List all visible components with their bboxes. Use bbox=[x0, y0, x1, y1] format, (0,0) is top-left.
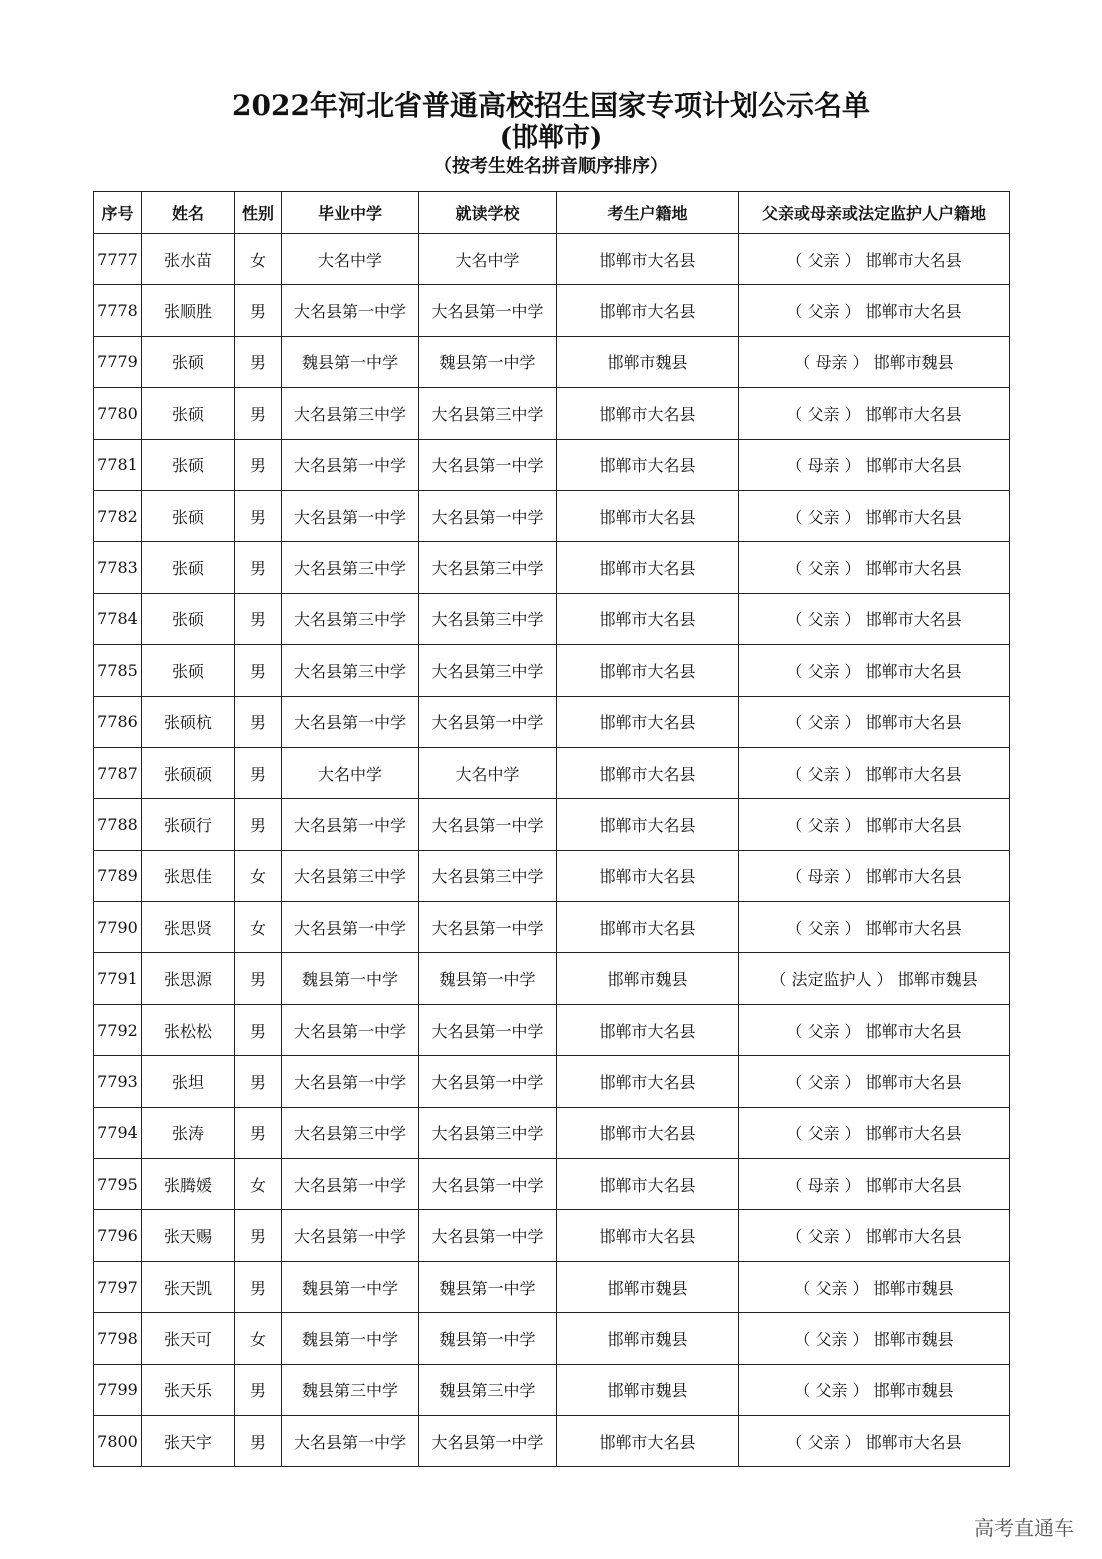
cell-current-school: 大名县第一中学 bbox=[419, 1415, 557, 1466]
table-row bbox=[94, 645, 1010, 696]
table-row bbox=[94, 799, 1010, 850]
cell-name: 张思贤 bbox=[142, 902, 235, 953]
document-subtitle: (邯郸市) bbox=[499, 123, 603, 153]
cell-name: 张坦 bbox=[142, 1056, 235, 1107]
admission-roster-table bbox=[93, 191, 1010, 1467]
cell-student-household: 邯郸市大名县 bbox=[557, 1056, 739, 1107]
cell-student-household: 邯郸市魏县 bbox=[557, 1261, 739, 1312]
cell-gender: 男 bbox=[235, 1415, 282, 1466]
table-row bbox=[94, 850, 1010, 901]
cell-name: 张硕 bbox=[142, 645, 235, 696]
cell-parent-household: （ 父亲 ） 邯郸市大名县 bbox=[739, 1004, 1010, 1055]
cell-graduation-school: 大名县第一中学 bbox=[282, 902, 419, 953]
header-student-household: 考生户籍地 bbox=[557, 192, 739, 234]
cell-parent-household: （ 父亲 ） 邯郸市大名县 bbox=[739, 1415, 1010, 1466]
cell-graduation-school: 大名县第三中学 bbox=[282, 593, 419, 644]
cell-parent-household: （ 父亲 ） 邯郸市大名县 bbox=[739, 1056, 1010, 1107]
cell-student-household: 邯郸市魏县 bbox=[557, 1313, 739, 1364]
cell-current-school: 大名中学 bbox=[419, 234, 557, 285]
cell-gender: 男 bbox=[235, 593, 282, 644]
cell-graduation-school: 大名县第一中学 bbox=[282, 1056, 419, 1107]
cell-name: 张硕杭 bbox=[142, 696, 235, 747]
cell-seq: 7784 bbox=[94, 593, 142, 644]
cell-gender: 男 bbox=[235, 1210, 282, 1261]
cell-seq: 7792 bbox=[94, 1004, 142, 1055]
cell-parent-household: （ 父亲 ） 邯郸市大名县 bbox=[739, 593, 1010, 644]
cell-student-household: 邯郸市魏县 bbox=[557, 1364, 739, 1415]
cell-name: 张硕 bbox=[142, 439, 235, 490]
cell-seq: 7793 bbox=[94, 1056, 142, 1107]
cell-graduation-school: 大名县第一中学 bbox=[282, 696, 419, 747]
cell-seq: 7782 bbox=[94, 490, 142, 541]
cell-name: 张天宇 bbox=[142, 1415, 235, 1466]
cell-student-household: 邯郸市大名县 bbox=[557, 542, 739, 593]
cell-seq: 7795 bbox=[94, 1159, 142, 1210]
cell-parent-household: （ 父亲 ） 邯郸市大名县 bbox=[739, 799, 1010, 850]
cell-parent-household: （ 母亲 ） 邯郸市大名县 bbox=[739, 1159, 1010, 1210]
cell-current-school: 大名县第一中学 bbox=[419, 439, 557, 490]
cell-seq: 7786 bbox=[94, 696, 142, 747]
cell-current-school: 大名县第一中学 bbox=[419, 799, 557, 850]
cell-gender: 男 bbox=[235, 439, 282, 490]
cell-parent-household: （ 父亲 ） 邯郸市大名县 bbox=[739, 542, 1010, 593]
cell-current-school: 大名县第一中学 bbox=[419, 1210, 557, 1261]
table-row bbox=[94, 1415, 1010, 1466]
sort-order-note: （按考生姓名拼音顺序排序） bbox=[434, 156, 668, 177]
cell-seq: 7794 bbox=[94, 1107, 142, 1158]
table-body bbox=[94, 234, 1010, 1467]
cell-name: 张天赐 bbox=[142, 1210, 235, 1261]
cell-student-household: 邯郸市大名县 bbox=[557, 1004, 739, 1055]
cell-graduation-school: 大名县第三中学 bbox=[282, 542, 419, 593]
cell-name: 张顺胜 bbox=[142, 285, 235, 336]
cell-current-school: 魏县第一中学 bbox=[419, 336, 557, 387]
cell-gender: 女 bbox=[235, 1313, 282, 1364]
cell-student-household: 邯郸市大名县 bbox=[557, 902, 739, 953]
cell-name: 张思源 bbox=[142, 953, 235, 1004]
cell-gender: 女 bbox=[235, 234, 282, 285]
table-row bbox=[94, 490, 1010, 541]
cell-student-household: 邯郸市大名县 bbox=[557, 850, 739, 901]
cell-gender: 男 bbox=[235, 1004, 282, 1055]
cell-gender: 女 bbox=[235, 1159, 282, 1210]
cell-parent-household: （ 父亲 ） 邯郸市大名县 bbox=[739, 696, 1010, 747]
cell-seq: 7789 bbox=[94, 850, 142, 901]
cell-name: 张天乐 bbox=[142, 1364, 235, 1415]
cell-current-school: 大名县第三中学 bbox=[419, 388, 557, 439]
cell-student-household: 邯郸市魏县 bbox=[557, 336, 739, 387]
table-row bbox=[94, 388, 1010, 439]
cell-graduation-school: 大名县第三中学 bbox=[282, 645, 419, 696]
cell-student-household: 邯郸市大名县 bbox=[557, 1415, 739, 1466]
cell-student-household: 邯郸市魏县 bbox=[557, 953, 739, 1004]
cell-seq: 7796 bbox=[94, 1210, 142, 1261]
cell-current-school: 大名县第一中学 bbox=[419, 1056, 557, 1107]
cell-graduation-school: 大名县第一中学 bbox=[282, 1210, 419, 1261]
cell-graduation-school: 魏县第一中学 bbox=[282, 953, 419, 1004]
cell-current-school: 魏县第一中学 bbox=[419, 1261, 557, 1312]
cell-parent-household: （ 母亲 ） 邯郸市魏县 bbox=[739, 336, 1010, 387]
cell-student-household: 邯郸市大名县 bbox=[557, 645, 739, 696]
header-row bbox=[94, 192, 1010, 234]
header-current-school: 就读学校 bbox=[419, 192, 557, 234]
cell-student-household: 邯郸市大名县 bbox=[557, 593, 739, 644]
cell-gender: 男 bbox=[235, 747, 282, 798]
cell-seq: 7800 bbox=[94, 1415, 142, 1466]
cell-graduation-school: 大名县第一中学 bbox=[282, 490, 419, 541]
cell-graduation-school: 大名县第一中学 bbox=[282, 439, 419, 490]
cell-gender: 男 bbox=[235, 1107, 282, 1158]
cell-graduation-school: 魏县第三中学 bbox=[282, 1364, 419, 1415]
cell-gender: 男 bbox=[235, 1261, 282, 1312]
table-row bbox=[94, 234, 1010, 285]
cell-current-school: 大名县第三中学 bbox=[419, 850, 557, 901]
cell-parent-household: （ 父亲 ） 邯郸市大名县 bbox=[739, 234, 1010, 285]
cell-current-school: 大名县第一中学 bbox=[419, 1004, 557, 1055]
cell-current-school: 魏县第一中学 bbox=[419, 953, 557, 1004]
document-title: 2022年河北省普通高校招生国家专项计划公示名单 bbox=[232, 89, 870, 122]
cell-graduation-school: 大名县第一中学 bbox=[282, 799, 419, 850]
table-row bbox=[94, 1261, 1010, 1312]
cell-student-household: 邯郸市大名县 bbox=[557, 1107, 739, 1158]
cell-current-school: 大名县第三中学 bbox=[419, 593, 557, 644]
cell-student-household: 邯郸市大名县 bbox=[557, 439, 739, 490]
cell-graduation-school: 魏县第一中学 bbox=[282, 336, 419, 387]
cell-parent-household: （ 父亲 ） 邯郸市大名县 bbox=[739, 645, 1010, 696]
cell-seq: 7777 bbox=[94, 234, 142, 285]
cell-graduation-school: 大名县第一中学 bbox=[282, 1415, 419, 1466]
cell-graduation-school: 魏县第一中学 bbox=[282, 1313, 419, 1364]
cell-seq: 7780 bbox=[94, 388, 142, 439]
cell-current-school: 大名县第三中学 bbox=[419, 645, 557, 696]
table-row bbox=[94, 902, 1010, 953]
cell-gender: 男 bbox=[235, 645, 282, 696]
cell-gender: 女 bbox=[235, 850, 282, 901]
cell-gender: 男 bbox=[235, 490, 282, 541]
table-row bbox=[94, 542, 1010, 593]
cell-seq: 7787 bbox=[94, 747, 142, 798]
header-name: 姓名 bbox=[142, 192, 235, 234]
cell-student-household: 邯郸市大名县 bbox=[557, 490, 739, 541]
cell-name: 张松松 bbox=[142, 1004, 235, 1055]
cell-seq: 7781 bbox=[94, 439, 142, 490]
cell-name: 张硕 bbox=[142, 336, 235, 387]
cell-student-household: 邯郸市大名县 bbox=[557, 799, 739, 850]
cell-name: 张硕 bbox=[142, 490, 235, 541]
table-row bbox=[94, 696, 1010, 747]
header-graduation-school: 毕业中学 bbox=[282, 192, 419, 234]
cell-name: 张思佳 bbox=[142, 850, 235, 901]
cell-seq: 7791 bbox=[94, 953, 142, 1004]
table-row bbox=[94, 1313, 1010, 1364]
cell-seq: 7788 bbox=[94, 799, 142, 850]
table-row bbox=[94, 1107, 1010, 1158]
cell-name: 张水苗 bbox=[142, 234, 235, 285]
cell-parent-household: （ 父亲 ） 邯郸市大名县 bbox=[739, 388, 1010, 439]
cell-graduation-school: 大名县第三中学 bbox=[282, 850, 419, 901]
cell-parent-household: （ 父亲 ） 邯郸市魏县 bbox=[739, 1261, 1010, 1312]
cell-current-school: 魏县第三中学 bbox=[419, 1364, 557, 1415]
cell-student-household: 邯郸市大名县 bbox=[557, 234, 739, 285]
cell-gender: 男 bbox=[235, 953, 282, 1004]
table-row bbox=[94, 1004, 1010, 1055]
cell-current-school: 大名县第一中学 bbox=[419, 1159, 557, 1210]
cell-current-school: 大名县第一中学 bbox=[419, 902, 557, 953]
cell-gender: 男 bbox=[235, 1056, 282, 1107]
header-gender: 性别 bbox=[235, 192, 282, 234]
cell-parent-household: （ 父亲 ） 邯郸市魏县 bbox=[739, 1364, 1010, 1415]
cell-student-household: 邯郸市大名县 bbox=[557, 1210, 739, 1261]
table-row bbox=[94, 1056, 1010, 1107]
cell-current-school: 大名县第三中学 bbox=[419, 1107, 557, 1158]
cell-student-household: 邯郸市大名县 bbox=[557, 285, 739, 336]
table-row bbox=[94, 285, 1010, 336]
cell-graduation-school: 大名中学 bbox=[282, 234, 419, 285]
cell-name: 张硕硕 bbox=[142, 747, 235, 798]
cell-graduation-school: 大名县第一中学 bbox=[282, 1004, 419, 1055]
cell-parent-household: （ 父亲 ） 邯郸市大名县 bbox=[739, 490, 1010, 541]
cell-seq: 7799 bbox=[94, 1364, 142, 1415]
cell-parent-household: （ 父亲 ） 邯郸市大名县 bbox=[739, 1107, 1010, 1158]
cell-student-household: 邯郸市大名县 bbox=[557, 1159, 739, 1210]
cell-current-school: 魏县第一中学 bbox=[419, 1313, 557, 1364]
table-row bbox=[94, 747, 1010, 798]
cell-student-household: 邯郸市大名县 bbox=[557, 696, 739, 747]
table-row bbox=[94, 439, 1010, 490]
cell-gender: 男 bbox=[235, 388, 282, 439]
cell-name: 张天凯 bbox=[142, 1261, 235, 1312]
cell-name: 张硕行 bbox=[142, 799, 235, 850]
cell-gender: 男 bbox=[235, 542, 282, 593]
cell-seq: 7785 bbox=[94, 645, 142, 696]
cell-current-school: 大名县第一中学 bbox=[419, 696, 557, 747]
table-header bbox=[94, 192, 1010, 234]
cell-gender: 男 bbox=[235, 285, 282, 336]
cell-student-household: 邯郸市大名县 bbox=[557, 388, 739, 439]
cell-parent-household: （ 母亲 ） 邯郸市大名县 bbox=[739, 850, 1010, 901]
cell-graduation-school: 魏县第一中学 bbox=[282, 1261, 419, 1312]
cell-current-school: 大名中学 bbox=[419, 747, 557, 798]
cell-graduation-school: 大名县第一中学 bbox=[282, 285, 419, 336]
cell-seq: 7797 bbox=[94, 1261, 142, 1312]
cell-gender: 男 bbox=[235, 696, 282, 747]
cell-current-school: 大名县第一中学 bbox=[419, 490, 557, 541]
table-row bbox=[94, 593, 1010, 644]
cell-parent-household: （ 父亲 ） 邯郸市大名县 bbox=[739, 747, 1010, 798]
table-row bbox=[94, 336, 1010, 387]
cell-graduation-school: 大名县第三中学 bbox=[282, 388, 419, 439]
cell-parent-household: （ 父亲 ） 邯郸市大名县 bbox=[739, 902, 1010, 953]
cell-gender: 男 bbox=[235, 1364, 282, 1415]
cell-name: 张硕 bbox=[142, 593, 235, 644]
cell-gender: 男 bbox=[235, 336, 282, 387]
cell-parent-household: （ 法定监护人 ） 邯郸市魏县 bbox=[739, 953, 1010, 1004]
table-row bbox=[94, 953, 1010, 1004]
table-row bbox=[94, 1210, 1010, 1261]
cell-gender: 男 bbox=[235, 799, 282, 850]
cell-name: 张硕 bbox=[142, 542, 235, 593]
cell-gender: 女 bbox=[235, 902, 282, 953]
cell-parent-household: （ 父亲 ） 邯郸市大名县 bbox=[739, 1210, 1010, 1261]
cell-current-school: 大名县第三中学 bbox=[419, 542, 557, 593]
cell-name: 张硕 bbox=[142, 388, 235, 439]
cell-parent-household: （ 父亲 ） 邯郸市大名县 bbox=[739, 285, 1010, 336]
cell-seq: 7778 bbox=[94, 285, 142, 336]
cell-graduation-school: 大名中学 bbox=[282, 747, 419, 798]
cell-seq: 7790 bbox=[94, 902, 142, 953]
watermark: 高考直通车 bbox=[974, 1516, 1074, 1540]
cell-current-school: 大名县第一中学 bbox=[419, 285, 557, 336]
header-seq: 序号 bbox=[94, 192, 142, 234]
cell-parent-household: （ 母亲 ） 邯郸市大名县 bbox=[739, 439, 1010, 490]
cell-name: 张腾媛 bbox=[142, 1159, 235, 1210]
cell-graduation-school: 大名县第三中学 bbox=[282, 1107, 419, 1158]
cell-seq: 7779 bbox=[94, 336, 142, 387]
cell-parent-household: （ 父亲 ） 邯郸市魏县 bbox=[739, 1313, 1010, 1364]
header-parent-household: 父亲或母亲或法定监护人户籍地 bbox=[739, 192, 1010, 234]
cell-seq: 7798 bbox=[94, 1313, 142, 1364]
cell-graduation-school: 大名县第一中学 bbox=[282, 1159, 419, 1210]
table-row bbox=[94, 1159, 1010, 1210]
cell-student-household: 邯郸市大名县 bbox=[557, 747, 739, 798]
cell-name: 张天可 bbox=[142, 1313, 235, 1364]
cell-name: 张涛 bbox=[142, 1107, 235, 1158]
table-row bbox=[94, 1364, 1010, 1415]
cell-seq: 7783 bbox=[94, 542, 142, 593]
